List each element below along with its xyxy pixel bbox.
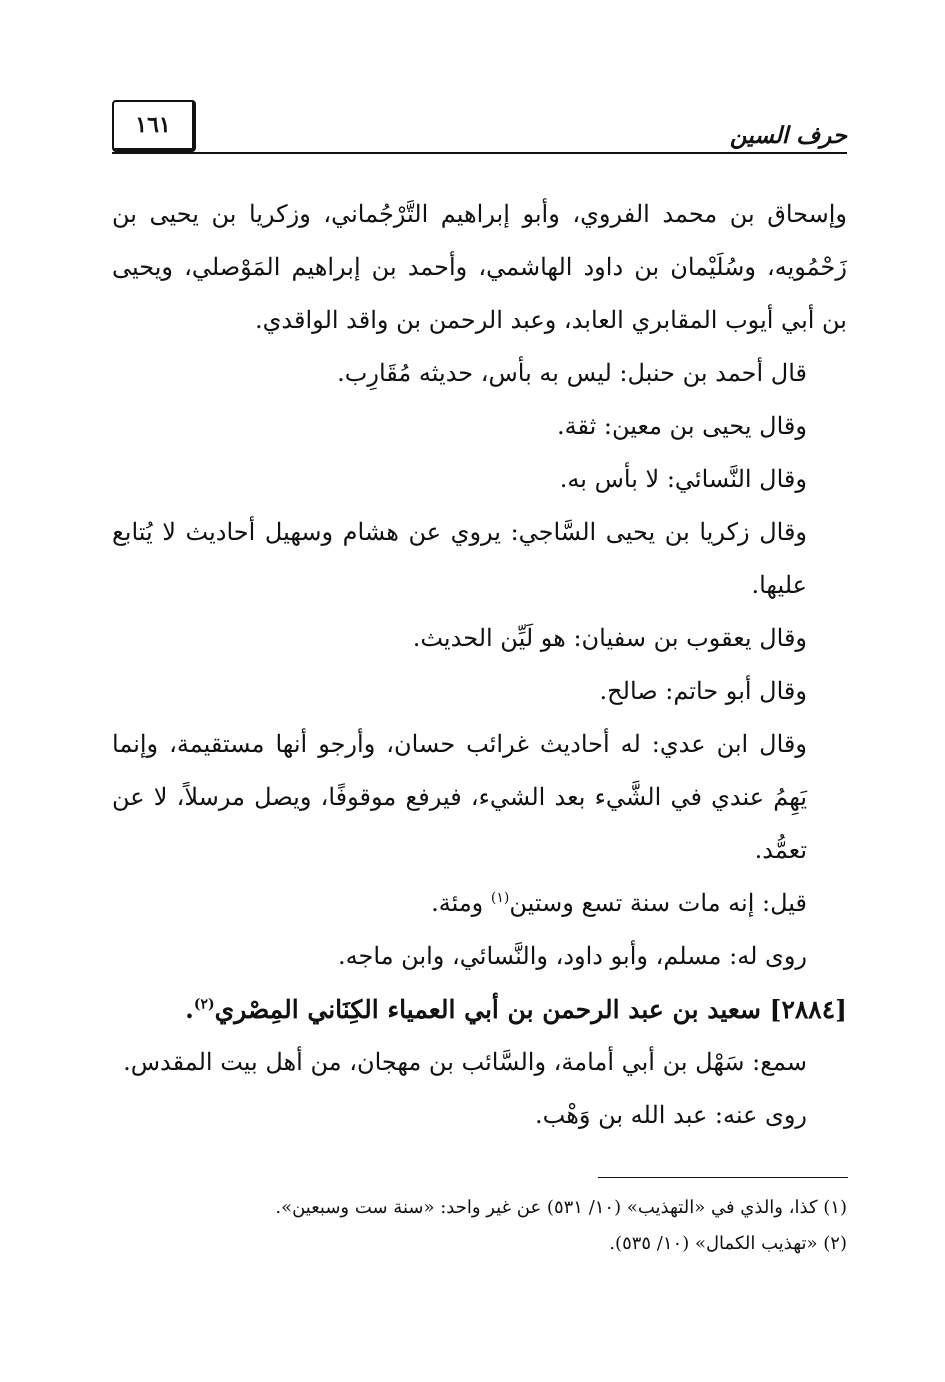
footnote: (٢) «تهذيب الكمال» (١٠/ ٥٣٥). <box>609 1233 847 1254</box>
paragraph: وقال النَّسائي: لا بأس به. <box>559 465 807 493</box>
page-number-box <box>112 100 196 152</box>
paragraph: وقال زكريا بن يحيى السَّاجي: يروي عن هشام وسهيل أحاديث لا يُتابع عليها. <box>112 518 808 599</box>
footnotes <box>112 1190 847 1262</box>
paragraph: وإسحاق بن محمد الفروي، وأبو إبراهيم التَّرْجُماني، وزكريا بن يحيى بن زَحْمُويه، وسُلَيْمان بن داود الهاشمي، وأحمد بن إبراهيم المَوْصلي، ويحيى بن أبي أيوب المقابري العابد، وعبد الرحمن بن واقد الواقدي. <box>112 200 847 334</box>
paragraph: وقال أبو حاتم: صالح. <box>599 677 807 705</box>
text-run: قيل: إنه مات سنة تسع وستين <box>509 889 807 917</box>
paragraph: وقال يحيى بن معين: ثقة. <box>556 412 807 440</box>
paragraph: وقال ابن عدي: له أحاديث غرائب حسان، وأرجو أنها مستقيمة، وإنما يَهِمُ عندي في الشَّيء بعد الشيء، فيرفع موقوفًا، ويصل مرسلاً، لا عن تعمُّد. <box>112 730 807 864</box>
text-run: . <box>185 995 194 1024</box>
text-run: ومئة. <box>431 889 491 917</box>
footnote-ref[interactable]: (٢) <box>193 996 215 1013</box>
paragraph: وقال يعقوب بن سفيان: هو لَيِّن الحديث. <box>412 624 807 652</box>
entry-title: [٢٨٨٤] سعيد بن عبد الرحمن بن أبي العمياء الكِنَاني المِصْري <box>214 995 847 1024</box>
header-rule <box>112 152 847 154</box>
entry-heading <box>112 983 847 1036</box>
main-text <box>112 188 847 1142</box>
paragraph: سمع: سَهْل بن أبي أمامة، والسَّائب بن مهجان، من أهل بيت المقدس. <box>123 1048 807 1076</box>
paragraph: قال أحمد بن حنبل: ليس به بأس، حديثه مُقَارِب. <box>337 359 807 387</box>
footnote: (١) كذا، والذي في «التهذيب» (١٠/ ٥٣١) عن غير واحد: «سنة ست وسبعين». <box>275 1197 847 1218</box>
paragraph <box>112 877 847 930</box>
footnote-ref[interactable]: (١) <box>490 890 510 906</box>
page-header <box>112 100 847 156</box>
footnote-rule <box>598 1177 848 1178</box>
paragraph: روى له: مسلم، وأبو داود، والنَّسائي، وابن ماجه. <box>338 942 807 970</box>
page-number: ١٦١ <box>135 112 171 138</box>
paragraph: روى عنه: عبد الله بن وَهْب. <box>535 1101 807 1129</box>
section-title: حرف السين <box>729 122 847 149</box>
